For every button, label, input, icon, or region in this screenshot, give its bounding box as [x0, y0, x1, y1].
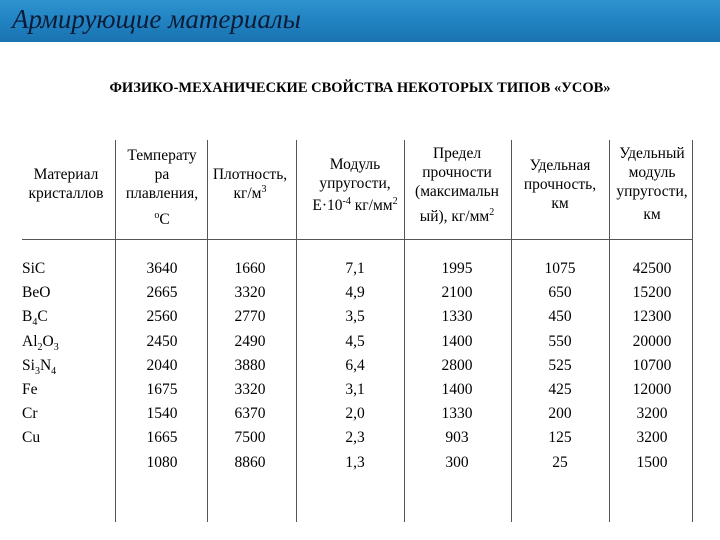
table-cell: 1500	[636, 453, 668, 471]
column-divider	[609, 140, 610, 522]
table-cell: 1075	[544, 260, 576, 277]
slide-title: Армирующие материалы	[12, 4, 301, 34]
header-cell: Модуль	[329, 156, 381, 173]
table-cell: 20000	[632, 332, 672, 350]
header-cell: упругости,	[319, 175, 391, 192]
table-cell: 3200	[636, 405, 668, 423]
table-cell: $Al_2O_3$	[22, 332, 59, 353]
table-cell: 2665	[146, 284, 178, 302]
table-cell: 1400	[441, 332, 473, 350]
header-divider	[22, 239, 692, 240]
table-cell: 125	[548, 429, 572, 447]
table-cell: 4,9	[345, 284, 365, 302]
table-cell: 525	[548, 356, 572, 374]
table-cell: 1995	[441, 260, 473, 277]
header-cell: $кг/м^3$	[233, 183, 267, 202]
table-cell: 425	[548, 381, 572, 399]
table-right-edge	[692, 140, 693, 522]
value-column	[115, 257, 209, 475]
value-column	[205, 257, 295, 475]
table-cell: 15200	[632, 284, 672, 302]
table-cell: 2100	[441, 284, 473, 302]
column-divider	[115, 140, 116, 522]
table-cell: 1330	[441, 405, 473, 423]
table-cell: 2490	[234, 332, 266, 350]
header-cell: прочности	[422, 164, 492, 181]
header-cell: Температу	[127, 147, 197, 164]
table-cell: 12300	[632, 308, 672, 326]
title-bar	[0, 0, 720, 42]
header-cell: плавления,	[125, 185, 199, 202]
table-cell: 1400	[441, 381, 473, 399]
table-cell: 3320	[234, 381, 266, 399]
table-cell: 2800	[441, 356, 473, 374]
table-cell: 25	[552, 453, 568, 471]
value-column	[605, 257, 699, 475]
value-column	[512, 257, 608, 475]
table-cell: 2,0	[345, 405, 365, 423]
table-cell: 7,1	[345, 260, 365, 277]
header-cell: упругости,	[616, 183, 688, 200]
value-column	[405, 257, 509, 475]
header-cell: ра	[154, 166, 170, 183]
table-cell: 2450	[146, 332, 178, 350]
header-cell: кристаллов	[28, 185, 104, 202]
header-cell: прочность,	[523, 176, 597, 193]
table-cell: 1540	[146, 405, 178, 423]
column-divider	[511, 140, 512, 522]
column-divider	[296, 140, 297, 522]
header-cell: Предел	[432, 145, 482, 162]
header-cell: модуль	[628, 164, 676, 181]
column-divider	[404, 140, 405, 522]
table-cell: $B_4C$	[22, 308, 48, 329]
table-cell: 2770	[234, 308, 266, 326]
table-cell: 3320	[234, 284, 266, 302]
table-cell: Cu	[22, 429, 41, 447]
header-cell: Плотность,	[212, 166, 288, 183]
table-cell: 3880	[234, 356, 266, 374]
table-cell: 903	[445, 429, 469, 447]
value-column	[299, 257, 411, 475]
header-cell: $E\cdot 10^{-4}$ $кг/мм^2$	[312, 195, 398, 214]
table-cell: SiC	[22, 260, 46, 277]
table-cell: 450	[548, 308, 572, 326]
table-cell: 8860	[234, 453, 266, 471]
table-cell: 1675	[146, 381, 178, 399]
header-cell: $^о$С	[154, 209, 170, 228]
table-cell: 1330	[441, 308, 473, 326]
header-cell: (максимальн	[415, 183, 499, 200]
table-cell: 3200	[636, 429, 668, 447]
table-cell: 6,4	[345, 356, 365, 374]
table-cell: Fe	[22, 381, 38, 399]
table-cell: 2040	[146, 356, 178, 374]
table-cell: 650	[548, 284, 572, 302]
table-cell: Cr	[22, 405, 38, 423]
table-cell: 550	[548, 332, 572, 350]
header-cell: Удельная	[529, 157, 591, 174]
table-cell: 4,5	[345, 332, 365, 350]
table-cell: 7500	[234, 429, 266, 447]
table-cell: BeO	[22, 284, 51, 302]
table-cell: 300	[445, 453, 469, 471]
table-cell: $Si_3N_4$	[22, 356, 57, 377]
header-cell: км	[551, 195, 569, 212]
header-cell: ый), $кг/мм^2$	[419, 206, 495, 225]
column-divider	[207, 140, 208, 522]
table-cell: 2560	[146, 308, 178, 326]
table-cell: 3640	[146, 260, 178, 277]
header-cell: Материал	[33, 166, 99, 183]
material-column	[22, 257, 112, 451]
table-cell: 1,3	[345, 453, 365, 471]
header-cell: Удельный	[619, 145, 685, 162]
table-cell: 1665	[146, 429, 178, 447]
table-cell: 12000	[632, 381, 672, 399]
table-cell: 6370	[234, 405, 266, 423]
table-cell: 42500	[632, 260, 672, 277]
table-cell: 1660	[234, 260, 266, 277]
table-cell: 200	[548, 405, 572, 423]
header-cell: км	[643, 206, 661, 223]
table-cell: 3,1	[345, 381, 365, 399]
table-cell: 10700	[632, 356, 672, 374]
table-cell: 1080	[146, 453, 178, 471]
table-cell: 3,5	[345, 308, 365, 326]
table-caption: ФИЗИКО-МЕХАНИЧЕСКИЕ СВОЙСТВА НЕКОТОРЫХ ТИПОВ «УСОВ»	[109, 80, 611, 96]
table-cell: 2,3	[345, 429, 365, 447]
